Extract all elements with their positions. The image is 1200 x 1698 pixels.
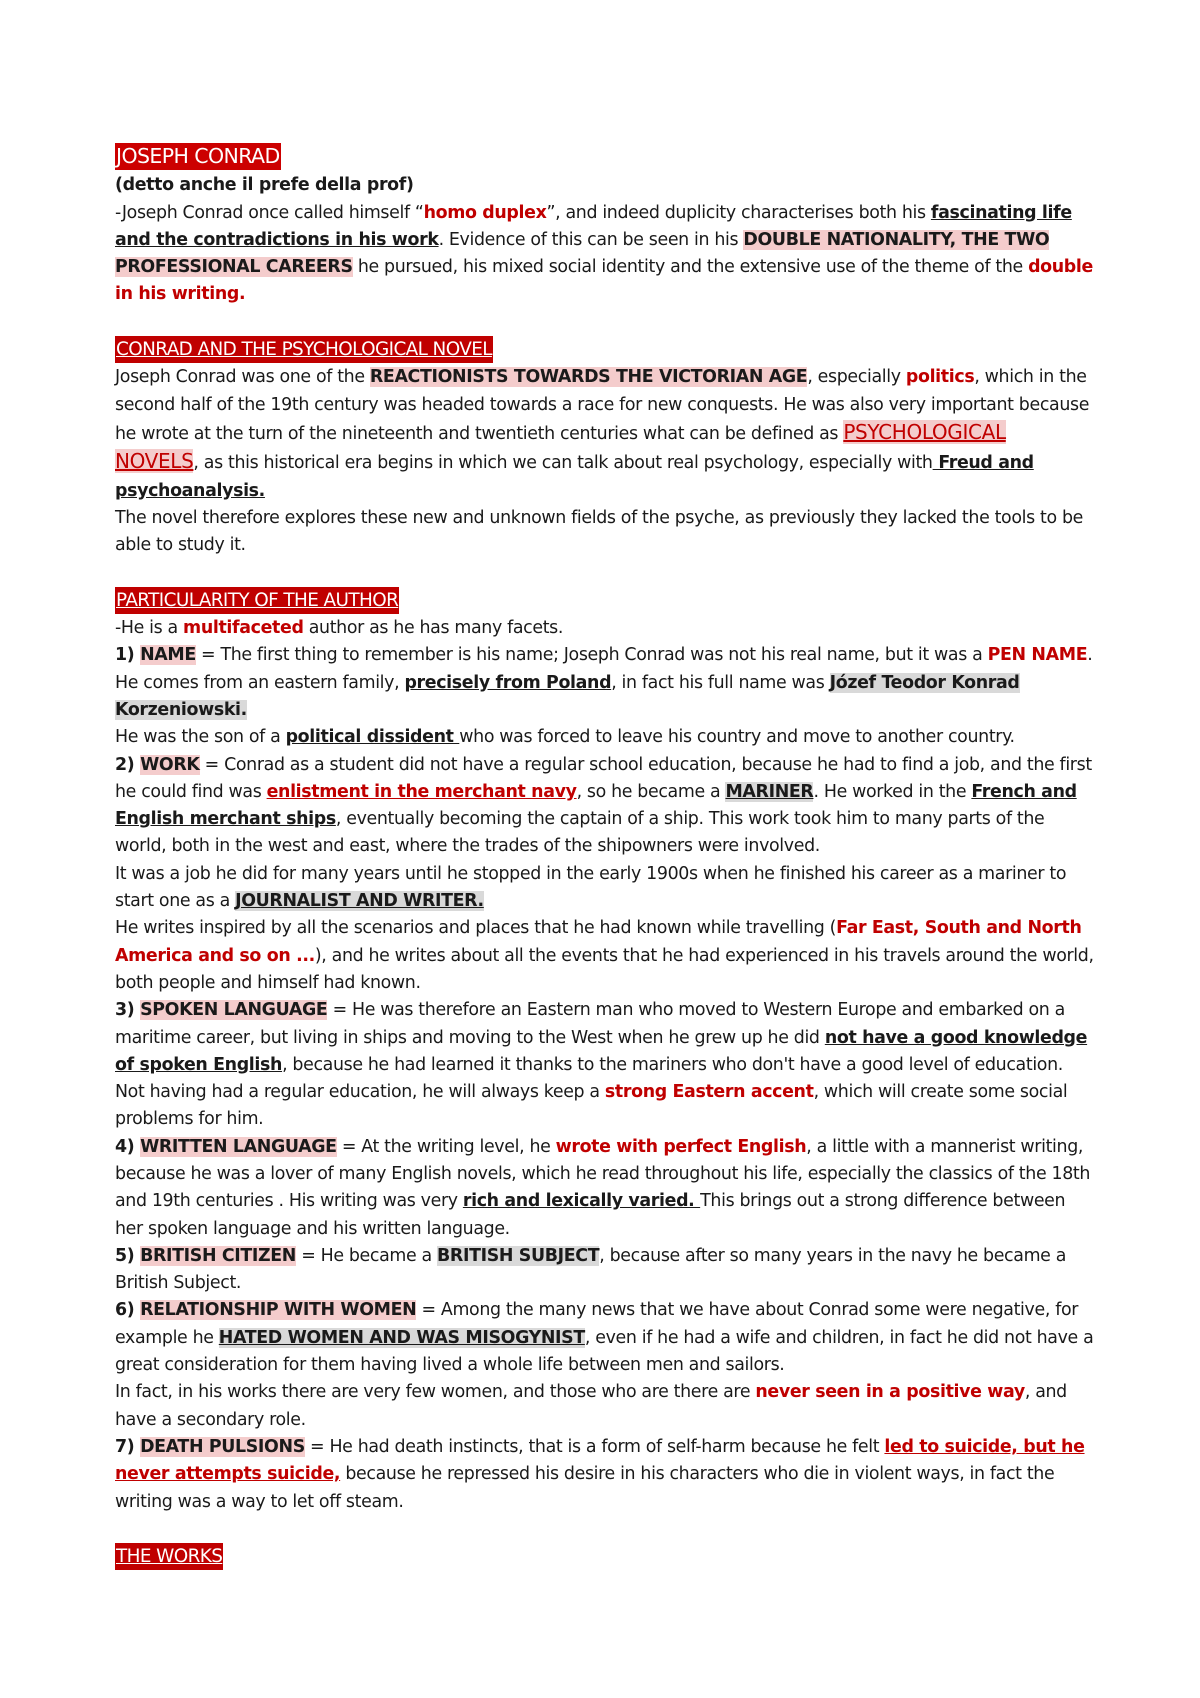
title-line [115, 143, 1095, 172]
intro-subtitle [115, 172, 1095, 199]
text: It was a job he did for many years until he stopped in the early 1900s when he finished his career as a mariner to start one as a [115, 863, 1067, 912]
multifaceted: multifaceted [183, 618, 304, 639]
never-seen-positive: never seen in a positive way [755, 1382, 1025, 1403]
women-label: RELATIONSHIP WITH WOMEN [140, 1300, 417, 1321]
text: , so he became a [576, 781, 726, 802]
spacer [115, 559, 1095, 586]
mariner: MARINER [725, 781, 814, 802]
works-heading: THE WORKS [115, 1543, 223, 1570]
psych-paragraph [115, 364, 1095, 504]
eastern-accent: strong Eastern accent [604, 1082, 814, 1103]
text: , as this historical era begins in which we can talk about real psychology, especially with [193, 453, 933, 474]
text: , especially [807, 367, 906, 388]
item-written-language [115, 1134, 1095, 1243]
far-east: Far East, South and North America and so on ... [115, 918, 1082, 966]
text: , which in the second half of the 19th century was headed towards a race for new conquests. He was also very important because he wrote at the turn of the nineteenth and twentieth centuries what can be defined as [115, 367, 1090, 444]
text: because he repressed his desire in his characters who die in violent ways, in fact the writing was a way to let off steam. [115, 1464, 1055, 1512]
writes-paragraph [115, 915, 1095, 997]
intro-paragraph [115, 200, 1095, 309]
item-number: 5) [115, 1245, 141, 1266]
text: he pursued, his mixed social identity and the extensive use of the theme of the [352, 257, 1029, 278]
item-number: 7) [115, 1436, 141, 1457]
citizen-label: BRITISH CITIZEN [140, 1245, 297, 1266]
perfect-english: wrote with perfect English [555, 1136, 807, 1157]
text: This brings out a strong difference between her spoken language and his written language. [115, 1191, 1066, 1239]
text: , and have a secondary role. [115, 1382, 1067, 1430]
not-good-english: not have a good knowledge of spoken English [115, 1027, 1088, 1075]
item-work [115, 752, 1095, 861]
job-paragraph [115, 861, 1095, 916]
freud: Freud and psychoanalysis. [115, 453, 1034, 501]
text: , a little with a mannerist writing, because he was a lover of many English novels, which he read throughout his life, especially the classics of the 18th and 19th centuries . His writing was very [115, 1136, 1091, 1212]
text: = At the writing level, he [336, 1136, 556, 1157]
fascinating-life: fascinating life and the contradictions in his work [115, 202, 1072, 250]
author-heading: PARTICULARITY OF THE AUTHOR [115, 587, 399, 614]
lexically-varied: rich and lexically varied. [462, 1191, 701, 1212]
double-nationality: DOUBLE NATIONALITY, THE TWO PROFESSIONAL CAREERS [115, 229, 1050, 278]
text: who was forced to leave his country and move to another country. [459, 727, 1015, 748]
item-women [115, 1297, 1095, 1379]
psych-paragraph-2: The novel therefore explores these new and unknown fields of the psyche, as previously they lacked the tools to be able to study it. [115, 507, 1083, 556]
poland: precisely from Poland [404, 672, 612, 693]
led-to-suicide: led to suicide, but he never attempts suicide, [115, 1436, 1085, 1485]
text: = He became a [296, 1245, 438, 1266]
hated-women: HATED WOMEN AND WAS MISOGYNIST [218, 1327, 585, 1348]
text: , because after so many years in the navy he became a British Subject. [115, 1245, 1067, 1294]
item-number: 2) [115, 754, 141, 775]
death-label: DEATH PULSIONS [140, 1436, 305, 1457]
merchant-ships: French and English merchant ships [115, 781, 1077, 830]
text: Joseph Conrad was one of the [115, 367, 370, 388]
spacer [115, 1516, 1095, 1543]
text: = He was therefore an Eastern man who moved to Western Europe and embarked on a maritime career, but living in ships and moving to the West when he grew up he did [115, 1000, 1065, 1048]
work-label: WORK [140, 754, 200, 775]
text: = He had death instincts, that is a form of self-harm because he felt [304, 1436, 885, 1457]
reactionists: REACTIONISTS TOWARDS THE VICTORIAN AGE [369, 367, 808, 388]
british-subject: BRITISH SUBJECT [437, 1245, 600, 1266]
text: -He is a [115, 618, 184, 639]
item-death-pulsions [115, 1434, 1095, 1516]
document-page [115, 143, 1095, 1571]
text: = Conrad as a student did not have a regular school education, because he had to find a job, and the first he could find was [115, 754, 1092, 802]
text: He writes inspired by all the scenarios and places that he had known while travelling ( [115, 918, 837, 939]
text: , which will create some social problems for him. [115, 1082, 1068, 1130]
journalist-writer: JOURNALIST AND WRITER. [235, 891, 484, 912]
item-number: 1) [115, 645, 141, 666]
fact-paragraph [115, 1379, 1095, 1434]
text: author as he has many facets. [303, 618, 564, 639]
written-label: WRITTEN LANGUAGE [140, 1136, 337, 1157]
pen-name: PEN NAME [987, 645, 1088, 666]
text: He was the son of a [115, 727, 286, 748]
text: , eventually becoming the captain of a ship. This work took him to many parts of the world, both in the west and east, where the trades of the shipowners were involved. [115, 809, 1045, 857]
psych-heading: CONRAD AND THE PSYCHOLOGICAL NOVEL [115, 336, 493, 363]
item-number: 3) [115, 1000, 141, 1021]
item-british-citizen [115, 1243, 1095, 1298]
homo-duplex: homo duplex [423, 202, 547, 223]
text: ”, and indeed duplicity characterises both his [546, 202, 931, 223]
item-number: 4) [115, 1136, 141, 1157]
double-in-writing: double in his writing. [115, 257, 1093, 305]
item-number: 6) [115, 1300, 141, 1321]
psychological-novels: PSYCHOLOGICAL NOVELS [115, 419, 1006, 474]
subtitle-text: (detto anche il prefe della prof) [115, 175, 414, 196]
son-paragraph [115, 724, 1095, 751]
psych-heading-line [115, 336, 1095, 364]
spacer [115, 309, 1095, 336]
text: -Joseph Conrad once called himself “ [115, 202, 424, 223]
full-name: Józef Teodor Konrad Korzeniowski. [115, 672, 1020, 720]
text: , even if he had a wife and children, in fact he did not have a great consideration for them having lived a whole life between men and sailors. [115, 1327, 1094, 1376]
author-heading-line [115, 587, 1095, 615]
text: , because he had learned it thanks to the mariners who don't have a good level of education. Not having had a regular education, he will always keep a [115, 1054, 1063, 1103]
politics: politics [905, 367, 975, 388]
works-heading-line [115, 1543, 1095, 1571]
enlistment: enlistment in the merchant navy [266, 781, 577, 802]
item-name [115, 642, 1095, 724]
item-spoken-language [115, 997, 1095, 1133]
text: = The first thing to remember is his name; Joseph Conrad was not his real name, but it was a [195, 645, 988, 666]
text: . He comes from an eastern family, [115, 645, 1093, 693]
text: In fact, in his works there are very few women, and those who are there are [115, 1382, 756, 1403]
name-label: NAME [140, 645, 196, 666]
spoken-label: SPOKEN LANGUAGE [140, 1000, 328, 1021]
multifaceted-paragraph [115, 615, 1095, 642]
text: . Evidence of this can be seen in his [438, 229, 744, 250]
text: . He worked in the [813, 781, 972, 802]
text: , in fact his full name was [611, 672, 830, 693]
political-dissident: political dissident [285, 727, 460, 748]
text: ), and he writes about all the events that he had experienced in his travels around the world, both people and himself had known. [115, 945, 1094, 993]
document-title: JOSEPH CONRAD [116, 144, 280, 168]
text: = Among the many news that we have about Conrad some were negative, for example he [115, 1300, 1079, 1348]
